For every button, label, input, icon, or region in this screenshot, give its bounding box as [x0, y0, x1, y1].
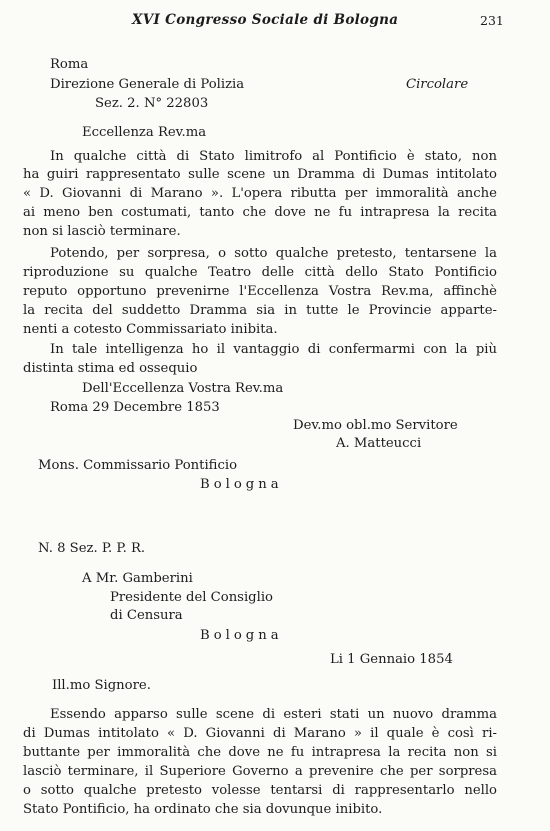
letter1-doc-type: Circolare: [406, 77, 469, 92]
letter1-addressee: Mons. Commissario Pontificio: [38, 458, 238, 473]
letter1-p1-line: ai meno ben costumati, tanto che dove ne fu intrapresa la recita: [23, 205, 497, 220]
letter1-p2-line: reputo opportuno prevenirne l'Eccellenza Vostra Rev.ma, affinchè: [23, 284, 497, 299]
letter1-city: Roma: [50, 57, 89, 72]
letter1-salutation: Eccellenza Rev.ma: [82, 125, 207, 140]
page-number: 231: [480, 13, 504, 28]
letter1-p3-line: In tale intelligenza ho il vantaggio di confermarmi con la più: [50, 342, 497, 357]
letter1-p3-line: distinta stima ed ossequio: [23, 361, 198, 376]
letter2-date: Li 1 Gennaio 1854: [330, 652, 453, 667]
letter1-p2-line: Potendo, per sorpresa, o sotto qualche pretesto, tentarsene la: [50, 246, 497, 261]
letter1-signature: A. Matteucci: [336, 436, 422, 451]
letter1-p1-line: ha guiri rappresentato sulle scene un Dramma di Dumas intitolato: [23, 167, 497, 182]
running-title: XVI Congresso Sociale di Bologna: [132, 12, 399, 28]
letter1-section: Sez. 2. N° 22803: [95, 96, 209, 111]
letter1-p2-line: nenti a cotesto Commissariato inibita.: [23, 322, 278, 337]
letter2-p-line: lasciò terminare, il Superiore Governo a prevenire che per sorpresa: [23, 764, 497, 779]
letter2-section: N. 8 Sez. P. P. R.: [38, 541, 146, 556]
letter2-to-line: A Mr. Gamberini: [82, 571, 193, 586]
letter2-role: Presidente del Consiglio: [110, 590, 273, 605]
letter1-closing-formula: Dell'Eccellenza Vostra Rev.ma: [82, 381, 284, 396]
letter1-p1-line: « D. Giovanni di Marano ». L'opera ributta per immoralità anche: [23, 186, 497, 201]
letter1-office: Direzione Generale di Polizia: [50, 77, 245, 92]
letter2-p-line: o sotto qualche pretesto volesse tentarsi di rappresentarlo nello: [23, 783, 497, 798]
letter2-p-line: buttante per immoralità che dove ne fu intrapresa la recita non si: [23, 745, 497, 760]
letter1-place-date: Roma 29 Decembre 1853: [50, 400, 220, 415]
letter2-role2: di Censura: [110, 608, 183, 623]
letter2-p-line: Essendo apparso sulle scene di esteri stati un nuovo dramma: [50, 707, 497, 722]
letter1-p1-line: non si lasciò terminare.: [23, 224, 181, 239]
letter1-p2-line: la recita del suddetto Dramma sia in tutte le Provincie apparte-: [23, 303, 497, 318]
letter1-p2-line: riproduzione su qualche Teatro delle città dello Stato Pontificio: [23, 265, 497, 280]
letter1-signoff: Dev.mo obl.mo Servitore: [293, 418, 458, 433]
letter2-p-line: Stato Pontificio, ha ordinato che sia dovunque inibito.: [23, 802, 383, 817]
letter1-p1-line: In qualche città di Stato limitrofo al Pontificio è stato, non: [50, 149, 497, 164]
letter2-p-line: di Dumas intitolato « D. Giovanni di Marano » il quale è così ri-: [23, 726, 497, 741]
letter2-salutation: Ill.mo Signore.: [52, 678, 151, 693]
letter2-city: Bologna: [200, 628, 283, 643]
letter1-addressee-city: Bologna: [200, 477, 283, 492]
